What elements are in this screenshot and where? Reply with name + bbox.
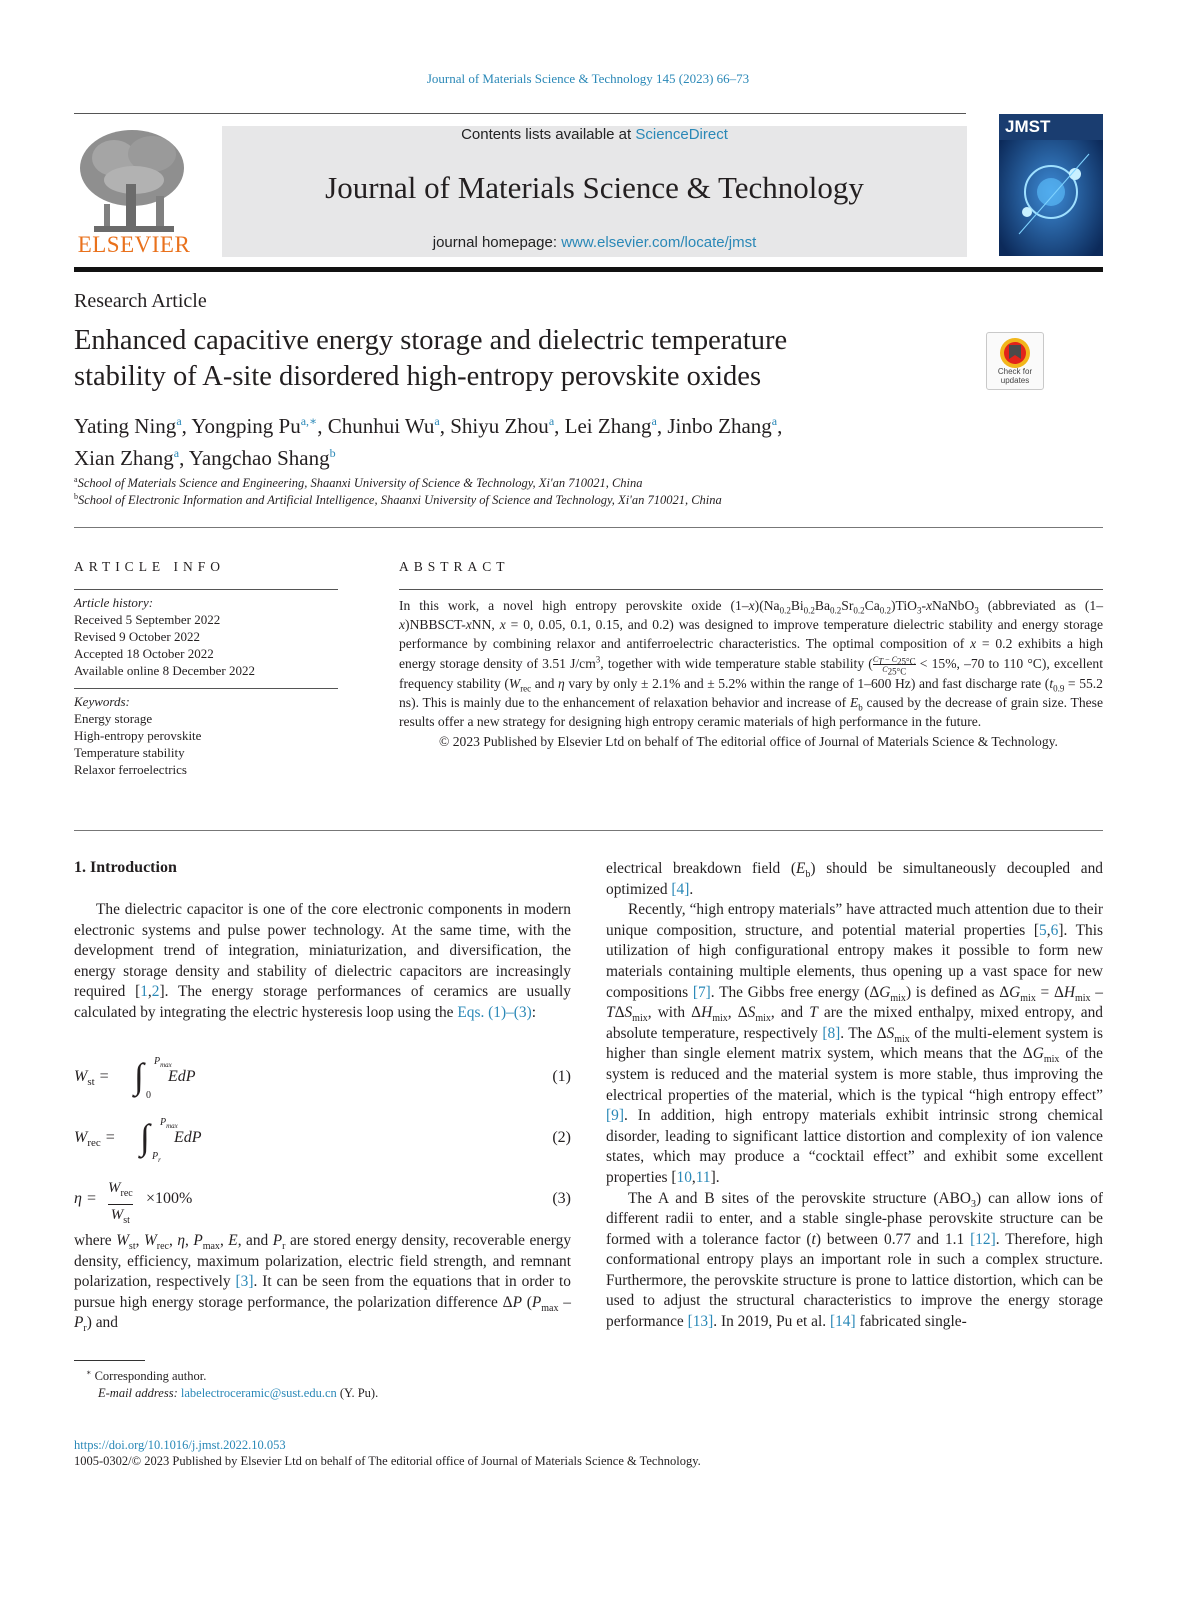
author[interactable]: Yongping $Pu^{a,∗}$ xyxy=(191,414,318,438)
homepage-prefix: journal homepage: xyxy=(432,234,558,251)
abstract-rule xyxy=(399,589,1103,590)
body-rule xyxy=(74,830,1103,831)
info-rule-top xyxy=(74,589,338,590)
history-received: Received 5 September 2022 xyxy=(74,612,221,627)
keyword: Relaxor ferroelectrics xyxy=(74,762,187,777)
journal-citation[interactable]: Journal of Materials Science & Technology 145 (2023) 66–73 xyxy=(426,71,750,86)
intro-paragraph-2: where $W_{st}$, $W_{rec}$, η, $P_{max}$, E, and $P_r$ are stored energy density, recoverable energy density, efficiency, maximum polarization, electric field strength, and remnant polarization, respectively [3]. It can be seen from the equations that in order to pursue high energy storage performance, the polarization difference ΔP $(P_{max} - P_r)$ and xyxy=(74,1232,572,1335)
keyword: High-entropy perovskite xyxy=(74,728,202,743)
history-accepted: Accepted 18 October 2022 xyxy=(74,646,214,661)
author[interactable]: Lei Zhang$^a$ xyxy=(564,414,657,438)
author[interactable]: Xian Zhang$^a$ xyxy=(74,446,180,470)
crossmark-icon xyxy=(987,333,1043,371)
elsevier-wordmark: ELSEVIER xyxy=(77,232,191,257)
affil-rule xyxy=(74,527,1103,528)
keywords xyxy=(74,693,338,778)
title-line-2: stability of A-site disordered high-entropy perovskite oxides xyxy=(74,361,762,392)
abstract-text: In this work, a novel high entropy perovskite oxide $(1-x)(Na_{0.2}Bi_{0.2}Ba_{0.2}Sr_{0.2}Ca_{0.2})TiO_3-xNaNbO_3$ (abbreviated as (1–x)NBBSCT-xNN, x = 0, 0.05, 0.1, 0.15, and 0.2) was designed to improve temperature dielectric stability and energy storage performance by combining relaxor and antiferroelectric characteristics. The optimal composition of x = 0.2 exhibits a high energy storage density of 3.51 $J/cm^3$, together with wide temperature stable stability ( $\frac{C_T - C_{25^\circ C}}{C_{25^\circ C}}$ < 15%, –70 to 110 °C), excellent frequency stability ($W_{rec}$ and η vary by only ± 2.1% and ± 5.2% within the range of 1–600 Hz) and fast discharge rate ($t_{0.9} = 55.2$ ns). This is mainly due to the enhancement of relaxation behavior and increase of $E_b$ caused by the decrease of grain size. These results offer a new strategy for designing high entropy ceramic materials of high performance in the future. © 2023 Published by Elsevier Ltd on behalf of The editorial office of Journal of Materials Science & Technology. xyxy=(399,596,1103,751)
affiliation-a: $^a$School of Materials Science and Engineering, Shaanxi University of Science & Technology, Xi'an 710021, China xyxy=(74,475,643,491)
journal-cover[interactable] xyxy=(999,114,1103,256)
email-note: E-mail address: labelectroceramic@sust.edu.cn (Y. Pu). xyxy=(98,1386,379,1400)
equation-1: $W_{st}$ = ∫ $P_{max}$ 0 EdP (1) xyxy=(74,1056,571,1101)
author[interactable]: Shiyu Zhou$^a$ xyxy=(450,414,555,438)
keyword: Temperature stability xyxy=(74,745,185,760)
contents-line xyxy=(222,126,967,143)
authors-line-1: Yating Ning$^a$, Yongping $Pu^{a,∗}$, Chunhui Wu$^a$, Shiyu Zhou$^a$, Lei Zhang$^a$, Jinbo Zhang$^a$, xyxy=(74,414,783,438)
article-title xyxy=(74,323,954,395)
equation-2: $W_{rec}$ = ∫ $P_{max}$ $P_r$ EdP (2) xyxy=(74,1117,571,1164)
keywords-label: Keywords: xyxy=(74,694,130,709)
equation-number: (2) xyxy=(552,1129,571,1146)
journal-banner xyxy=(222,126,967,257)
intro-right-column: electrical breakdown field $(E_b)$ should be simultaneously decoupled and optimized [4]. Recently, “high entropy materials” have attracted much attention due to their unique composition, structure, and potential material properties [5,6]. This utilization of high configurational entropy makes it possible to form new materials containing multiple elements, thus opening up a vast space for new compositions [7]. The Gibbs free energy $(\Delta G_{mix})$ is defined as $\Delta G_{mix} = \Delta H_{mix} - T\Delta S_{mix}$, with $\Delta H_{mix}$, $\Delta S_{mix}$, and T are the mixed enthalpy, mixed entropy, and absolute temperature, respectively [8]. The $\Delta S_{mix}$ of the multi-element system is higher than single element matrix system, which means that the $\Delta G_{mix}$ of the system is reduced and the material system is more stable, thus improving the electrical properties of the material, which is the typical “high entropy effect” [9]. In addition, high entropy materials exhibit intrinsic strong chemical disorder, leading to significant lattice distortion and complexity of ion valence states, which may produce a “cocktail effect” and exhibit some excellent properties [10,11]. The A and B sites of the perovskite structure $(ABO_3)$ can allow ions of different radii to enter, and a stable single-phase perovskite structure can be formed with a tolerance factor (t) between 0.77 and 1.1 [12]. Therefore, high conformational entropy plays an important role in such a complex structure. Furthermore, the perovskite structure is prone to lattice distortion, which can be used to adjust the structural characteristics to improve the energy storage performance [13]. In 2019, Pu et al. [14] fabricated single- xyxy=(606,860,1103,1331)
title-line-1: Enhanced capacitive energy storage and dielectric temperature xyxy=(74,325,788,356)
contents-prefix: Contents lists available at xyxy=(461,126,632,143)
corresponding-author-note: ∗ Corresponding author. xyxy=(86,1368,207,1384)
equation-number: (1) xyxy=(552,1068,571,1085)
author-list xyxy=(74,408,1114,472)
authors-line-2: Xian Zhang$^a$, Yangchao Shang$^b$ xyxy=(74,446,336,470)
history-online: Available online 8 December 2022 xyxy=(74,663,255,678)
journal-name: Journal of Materials Science & Technology xyxy=(325,170,864,205)
abstract-heading: ABSTRACT xyxy=(399,559,510,574)
article-history xyxy=(74,594,338,679)
homepage-line xyxy=(222,234,967,251)
history-revised: Revised 9 October 2022 xyxy=(74,629,201,644)
sciencedirect-link[interactable]: ScienceDirect xyxy=(635,126,728,143)
article-type: Research Article xyxy=(74,290,207,312)
abstract-copyright: © 2023 Published by Elsevier Ltd on behalf of The editorial office of Journal of Materials Science & Technology. xyxy=(439,733,1058,749)
header-rule xyxy=(74,113,966,114)
author[interactable]: Chunhui Wu$^a$ xyxy=(327,414,440,438)
author[interactable]: Yangchao Shang$^b$ xyxy=(188,446,336,470)
elsevier-logo xyxy=(74,124,194,258)
affiliation-b: $^b$School of Electronic Information and Artificial Intelligence, Shaanxi University of Science and Technology, Xi'an 710021, China xyxy=(74,492,722,508)
history-label: Article history: xyxy=(74,595,154,610)
cover-label: JMST xyxy=(1005,117,1051,136)
author[interactable]: Jinbo Zhang$^a$ xyxy=(667,414,778,438)
article-info-heading: ARTICLE INFO xyxy=(74,559,226,574)
check-for-updates-button[interactable] xyxy=(986,332,1044,390)
issn-line: 1005-0302/© 2023 Published by Elsevier Ltd on behalf of The editorial office of Journal of Materials Science & Technology. xyxy=(74,1454,701,1468)
homepage-link[interactable]: www.elsevier.com/locate/jmst xyxy=(561,234,757,251)
keyword: Energy storage xyxy=(74,711,153,726)
equation-number: (3) xyxy=(552,1190,571,1207)
info-rule-mid xyxy=(74,688,338,689)
doi-link[interactable]: https://doi.org/10.1016/j.jmst.2022.10.053 xyxy=(74,1438,286,1452)
equation-3: η = $W_{rec}$ $W_{st}$ ×100% (3) xyxy=(74,1180,571,1226)
footnote-rule xyxy=(74,1360,145,1361)
email-link[interactable]: labelectroceramic@sust.edu.cn xyxy=(180,1386,337,1400)
intro-heading: 1. Introduction xyxy=(74,859,177,876)
crossmark-label: Check for updates xyxy=(997,367,1033,385)
intro-paragraph-1: The dielectric capacitor is one of the core electronic components in modern electronic systems and pulse power technology. At the same time, with the development trend of integration, miniaturization, and diversification, the energy storage density and stability of dielectric capacitors are increasingly required [1,2]. The energy storage performances of ceramics are usually calculated by integrating the electric hysteresis loop using the Eqs. (1)–(3): xyxy=(74,901,571,1021)
masthead-rule xyxy=(74,267,1103,272)
author[interactable]: Yating Ning$^a$ xyxy=(74,414,182,438)
